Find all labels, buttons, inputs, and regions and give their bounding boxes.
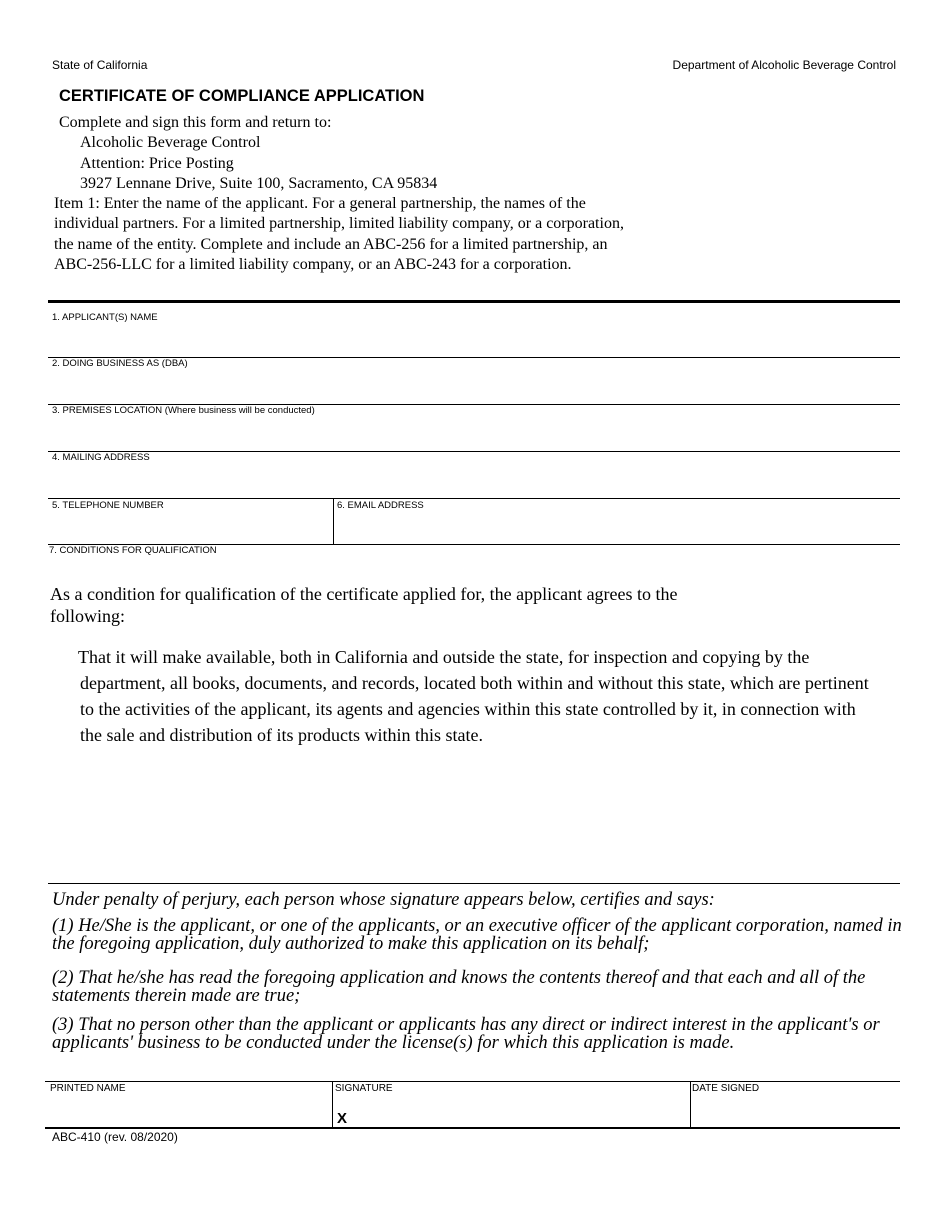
department-header: Department of Alcoholic Beverage Control xyxy=(672,58,896,72)
email-field[interactable] xyxy=(336,513,898,543)
divider xyxy=(48,883,900,884)
item1-line: individual partners. For a limited partnership, limited liability company, or a corporation, xyxy=(54,215,624,233)
premises-label: 3. PREMISES LOCATION (Where business will be conducted) xyxy=(52,405,315,416)
conditions-body: That it will make available, both in California and outside the state, for inspection and copying by the department, all books, documents, and records, located both within and without this state, which are pertinent to the activities of the applicant, its agents and agencies within this state controlled by it, in connection with the sale and distribution of its products within this state. xyxy=(78,647,869,745)
divider xyxy=(690,1081,691,1128)
divider xyxy=(48,451,900,452)
signature-x-mark: X xyxy=(337,1110,348,1127)
mailing-address-label: 4. MAILING ADDRESS xyxy=(52,452,150,463)
signature-label: SIGNATURE xyxy=(335,1083,393,1094)
item1-line: ABC-256-LLC for a limited liability company, or an ABC-243 for a corporation. xyxy=(54,256,572,274)
telephone-field[interactable] xyxy=(48,513,331,543)
mailing-address-field[interactable] xyxy=(48,465,900,495)
instructions xyxy=(54,113,694,275)
dba-field[interactable] xyxy=(48,371,900,401)
perjury-statement-2: (2) That he/she has read the foregoing application and knows the contents thereof and that each and all of the statements therein made are true; xyxy=(52,968,866,1006)
perjury-statement-3: (3) That no person other than the applicant or applicants has any direct or indirect interest in the applicant's or applicants' business to be conducted under the license(s) for which this application is made. xyxy=(52,1015,880,1053)
return-to-text: Complete and sign this form and return to: xyxy=(59,114,332,131)
divider xyxy=(333,498,334,544)
item1-line: the name of the entity. Complete and include an ABC-256 for a limited partnership, an xyxy=(54,235,608,253)
perjury-statement-1: (1) He/She is the applicant, or one of the applicants, or an executive officer of the applicant corporation, named in the foregoing application, duly authorized to make this application on its behalf; xyxy=(52,916,902,954)
applicant-name-label: 1. APPLICANT(S) NAME xyxy=(52,312,158,323)
state-header: State of California xyxy=(52,58,148,72)
signature-field[interactable] xyxy=(352,1097,686,1125)
signature-bottom-rule xyxy=(45,1127,900,1129)
divider xyxy=(332,1081,333,1128)
dba-label: 2. DOING BUSINESS AS (DBA) xyxy=(52,358,188,369)
attention-text: Attention: Price Posting xyxy=(80,154,234,172)
date-signed-field[interactable] xyxy=(692,1097,898,1125)
printed-name-label: PRINTED NAME xyxy=(50,1083,126,1094)
conditions-intro: As a condition for qualification of the certificate applied for, the applicant agrees to the following: xyxy=(50,584,678,626)
premises-field[interactable] xyxy=(48,418,900,448)
agency-text: Alcoholic Beverage Control xyxy=(80,134,261,152)
form-top-rule xyxy=(48,300,900,303)
address-text: 3927 Lennane Drive, Suite 100, Sacramento, CA 95834 xyxy=(80,174,438,192)
applicant-name-field[interactable] xyxy=(48,324,900,354)
page-title: CERTIFICATE OF COMPLIANCE APPLICATION xyxy=(59,87,425,105)
form-id: ABC-410 (rev. 08/2020) xyxy=(52,1130,178,1144)
printed-name-field[interactable] xyxy=(46,1097,330,1125)
item1-line: Item 1: Enter the name of the applicant. For a general partnership, the names of the xyxy=(54,195,586,213)
perjury-heading: Under penalty of perjury, each person whose signature appears below, certifies and says: xyxy=(52,890,715,910)
divider xyxy=(45,1081,900,1082)
conditions-label: 7. CONDITIONS FOR QUALIFICATION xyxy=(49,545,217,556)
email-label: 6. EMAIL ADDRESS xyxy=(337,500,424,511)
divider xyxy=(48,498,900,499)
date-signed-label: DATE SIGNED xyxy=(692,1083,760,1094)
telephone-label: 5. TELEPHONE NUMBER xyxy=(52,500,164,511)
